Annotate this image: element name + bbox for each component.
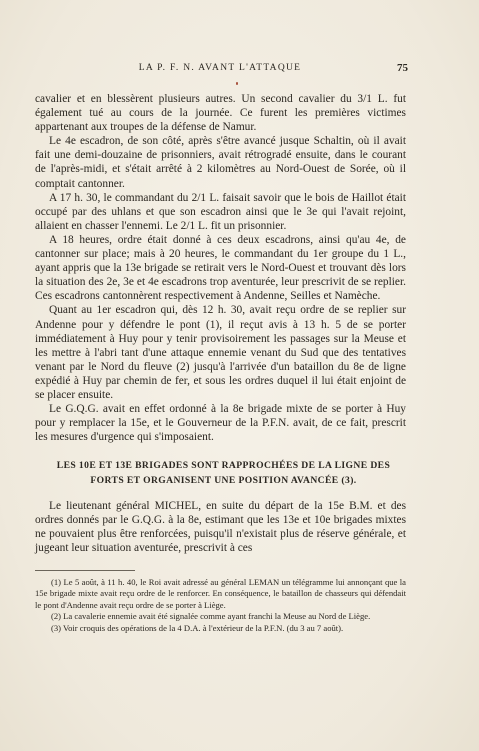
paragraph-2: Le 4e escadron, de son côté, après s'être avancé jusque Schaltin, où il avait fait une demi-douzaine de prisonniers, avait rétrogradé ensuite, dans le courant de l'après-midi, et s'était arrêté à 2 kilomètres au Nord-Ouest de Sorée, où il comptait cantonner. [35, 135, 406, 190]
page-header [35, 63, 405, 77]
running-head: LA P. F. N. AVANT L'ATTAQUE [138, 63, 302, 73]
footnote-2: (2) La cavalerie ennemie avait été signalée comme ayant franchi la Meuse au Nord de Liège. [51, 611, 371, 622]
section-heading-line-1: LES 10E ET 13E BRIGADES SONT RAPPROCHÉES DE LA LIGNE DES [56, 460, 391, 471]
paragraph-5: Quant au 1er escadron qui, dès 12 h. 30, avait reçu ordre de se replier sur Andenne pour y défendre le pont (1), il reçut avis à 13 h. 5 de se porter immédiatement à Huy pour y tenir provisoirement les passages sur la Meuse et les mettre à l'abri tant d'une attaque ennemie venant du Sud que des tentatives venant par le Nord du fleuve (2) jusqu'à l'arrivée d'un bataillon du 8e de ligne expédié à Huy par chemin de fer, et sous les ordres duquel il lui était enjoint de se placer ensuite. [35, 304, 406, 401]
footnote-divider [35, 570, 135, 571]
page-number: 75 [397, 62, 408, 74]
section-body [35, 499, 406, 555]
footnote-3: (3) Voir croquis des opérations de la 4 D.A. à l'extérieur de la P.F.N. (du 3 au 7 août). [51, 622, 344, 633]
section-heading-line-2: FORTS ET ORGANISENT UNE POSITION AVANCÉE (3). [90, 475, 357, 486]
paragraph-3: A 17 h. 30, le commandant du 2/1 L. faisait savoir que le bois de Haillot était occupé par des uhlans et que son escadron ainsi que le 3e qui l'avait rejoint, allaient en chasser l'ennemi. Le 2/1 L. fit un prisonnier. [35, 191, 406, 232]
section-paragraph-1: Le lieutenant général MICHEL, en suite du départ de la 15e B.M. et des ordres donnés par le G.Q.G. à la 8e, estimant que les 13e et 10e brigades mixtes ne pouvaient plus être renforcées, puisqu'il n'existait plus de réserve générale, et jugeant leur situation aventurée, prescrivit à ces [35, 500, 406, 555]
paragraph-6: Le G.Q.G. avait en effet ordonné à la 8e brigade mixte de se porter à Huy pour y remplacer la 15e, et le Gouverneur de la P.F.N. avait, de ce fait, prescrit les mesures d'urgence qui s'imposaient. [35, 403, 406, 444]
paragraph-1: cavalier et en blessèrent plusieurs autres. Un second cavalier du 3/1 L. fut également tué au cours de la journée. Ce furent les premières victimes appartenant aux troupes de la défense de Namur. [35, 93, 406, 134]
ink-mark [236, 82, 238, 85]
footnote-1: (1) Le 5 août, à 11 h. 40, le Roi avait adressé au général LEMAN un télégramme lui annonçant que la 15e brigade mixte avait reçu ordre de le renforcer. En conséquence, le bataillon de chasseurs qui défendait le pont d'Andenne avait reçu ordre de se porter à Liège. [35, 577, 406, 610]
body-text [35, 92, 406, 444]
paragraph-4: A 18 heures, ordre était donné à ces deux escadrons, ainsi qu'au 4e, de cantonner sur place; mais à 20 heures, le commandant du 1er groupe du 1 L., ayant appris que la 13e brigade se retirait vers le Nord-Ouest et trouvant dès lors la situation des 2e, 3e et 4e escadrons trop aventurée, leur prescrivit de se replier. Ces escadrons cantonnèrent respectivement à Andenne, Seilles et Namèche. [35, 233, 406, 303]
section-heading [43, 458, 404, 488]
footnotes [35, 577, 406, 634]
